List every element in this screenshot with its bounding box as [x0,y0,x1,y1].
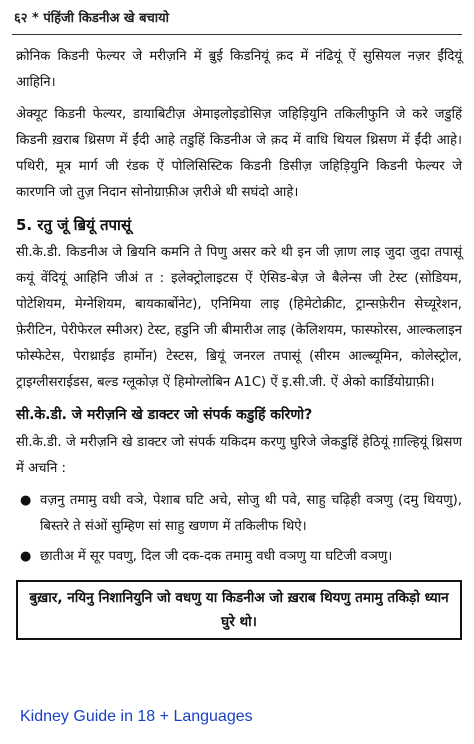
paragraph-kidney-enlargement: अेक्यूट किडनी फेल्यर, डायाबिटीज़ अेमाइलोइडोसिज़ जहिड़ियुनि तकिलीफुनि जे करे जडुहिं किडनी ख़राब थ्रिसण में ईंदी आहे तडुहिं किडनीअ जे क़द में वाधि थियल थ्रिसण में ईंदी आहे। पथिरी, मूत्र मार्ग जी रंडक ऐं पोलिसिस्टिक किडनी डिसीज़ जहिड़ियुनि किडनी फेल्यर जे कारणनि जो तुज़ निदान सोनोग्राफ़ीअ ज़रीअे थी सघंदो आहे। [16,107,462,200]
bullet-icon: ● [20,493,32,508]
list-item [16,544,462,570]
list-item [16,488,462,540]
paragraph-contact-doctor: सी.के.डी. जे मरीज़नि खे डाक्टर जो संपर्क यकिदम करणु घुरिजे जेकडुहिं हेठियूं ग़ाल्हियूं थ्रिसण में अचनि : [16,435,462,476]
header-divider [12,34,462,35]
warning-box-text: बुख़ार, नयिनु निशानियुनि जो वधणु या किडनीअ जो ख़राब थियणु तमामु तकिड़ो ध्यान घुरे थो। [29,590,449,630]
paragraph-ckd-kidney-size: क्रोनिक किडनी फेल्यर जे मरीज़नि में ॿुई किडनियूं क़द में नंढियूं ऐं सुसियल नज़र ईंदियूं आहिनि। [16,49,462,90]
warning-box [16,580,462,640]
question-heading: सी.के.डी. जे मरीज़नि खे डाक्टर जो संपर्क कडुहिं करिणो? [16,407,313,423]
list-item-text: छातीअ में सूर पवणु, दिल जी दक-दक तमामु वधी वञणु या घटिजी वञणु। [40,549,393,564]
paragraph-blood-tests: सी.के.डी. किडनीअ जे ॿियनि कमनि ते पिणु असर करे थी इन जी ज़ाण लाइ जुदा जुदा तपासूं कयूं वेंदियूं आहिनि जीअं त : इलेक्ट्रोलाइटस ऐं ऐसिड-बेज़ जे बैलेन्स जी टेस्ट (सोडियम, पोटेशियम, मेग्नेशियम, बायकार्बोनेट), एनिमिया लाइ (हिमेटोक्रीट, ट्रान्सफ़ेरीन सेच्यूरेशन, फ़ेरीटिन, पेरीफेरल स्मीअर) टेस्ट, हडुनि जी बीमारीअ लाइ (केलिशयम, फास्फोरस, आल्कलाइन फोस्फेटेस, पेराथ्राईड हार्मोन) टेस्टस, ॿियूं जनरल तपासूं (सीरम आल्ब्यूमिन, कोलेस्ट्रोल, ट्राइग्लीसराईडस, बल्ड ग्लूकोज़ ऐं हिमोग्लोबिन A1C) ऐं इ.सी.जी. ऐं अेको कार्डियोग्राफ़ी। [16,245,462,390]
list-item-text: वज़नु तमामु वधी वञे, पेशाब घटि अचे, सोजु थी पवे, साहु चढ़िही वञणु (दमु थियणु), बिस्तरे ते संओं सुम्हिण सां साहु खणण में तकिलीफ थिऐ। [40,493,462,534]
symptom-list [16,488,462,570]
footer-caption: Kidney Guide in 18 + Languages [20,708,253,725]
section-title-blood-tests: 5. रतु जूं ॿियूं तपासूं [16,216,132,234]
page-body [16,44,462,640]
page-header: ६२ * पंहिंजी किडनीअ खे बचायो [14,11,170,26]
bullet-icon: ● [20,549,32,564]
